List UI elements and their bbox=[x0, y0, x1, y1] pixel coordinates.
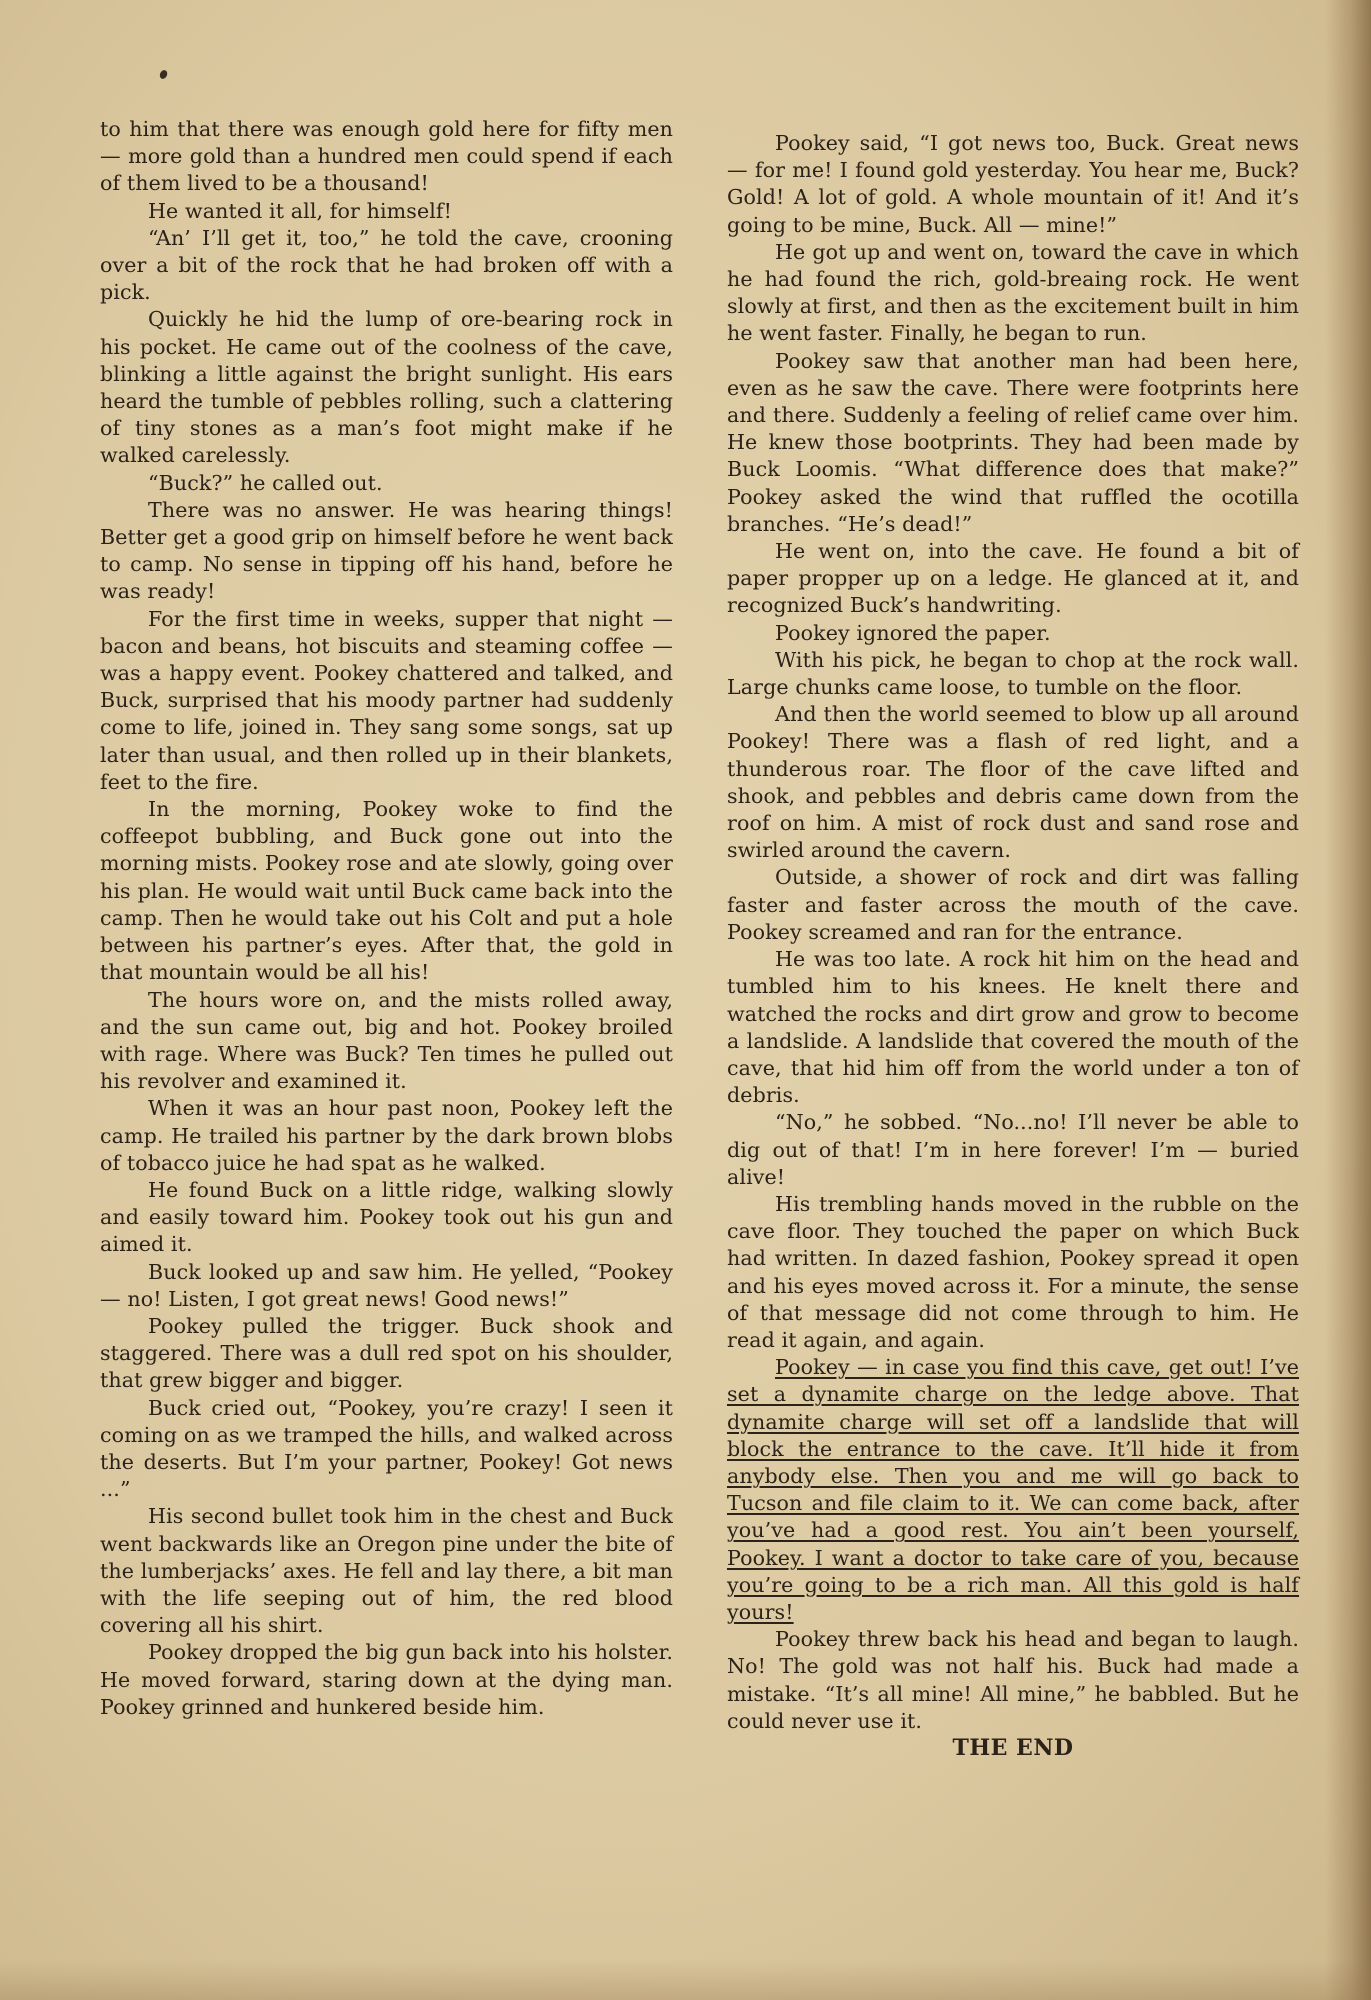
story-paragraph: “Buck?” he called out. bbox=[148, 470, 383, 495]
story-paragraph: And then the world seemed to blow up all around Pookey! There was a flash of red light, and a thunderous roar. The floor of the cave lifted and shook, and pebbles and debris came down from the roof on him. A mist of rock dust and sand rose and swirled around the cavern. bbox=[727, 702, 1299, 863]
page-spine-shadow bbox=[1325, 0, 1371, 2000]
story-paragraph: Buck looked up and saw him. He yelled, “Pookey — no! Listen, I got great news! Good news!” bbox=[100, 1259, 673, 1311]
story-paragraph: Outside, a shower of rock and dirt was falling faster and faster across the mouth of the cave. Pookey screamed and ran for the entrance. bbox=[727, 865, 1299, 944]
story-paragraph: Pookey saw that another man had been here, even as he saw the cave. There were footprints here and there. Suddenly a feeling of relief came over him. He knew those bootprints. They had been made by Buck Loomis. “What difference does that make?” Pookey asked the wind that ruffled the ocotilla branches. “He’s dead!” bbox=[727, 348, 1299, 536]
story-paragraph: In the morning, Pookey woke to find the coffeepot bubbling, and Buck gone out into the morning mists. Pookey rose and ate slowly, going over his plan. He would wait until Buck came back into the camp. Then he would take out his Colt and put a hole between his partner’s eyes. After that, the gold in that mountain would be all his! bbox=[100, 797, 673, 985]
page-bottom-shade bbox=[0, 1960, 1371, 2000]
right-column-paragraphs bbox=[727, 130, 1299, 1354]
story-paragraph: Quickly he hid the lump of ore-bearing rock in his pocket. He came out of the coolness of the cave, blinking a little against the bright sunlight. His ears heard the tumble of pebbles rolling, such a clattering of tiny stones as a man’s foot might make if he walked carelessly. bbox=[100, 307, 673, 468]
story-paragraph: He got up and went on, toward the cave in which he had found the rich, gold-breaing rock. He went slowly at first, and then as the excitement built in him he went faster. Finally, he began to run. bbox=[727, 239, 1299, 346]
story-paragraph: The hours wore on, and the mists rolled away, and the sun came out, big and hot. Pookey broiled with rage. Where was Buck? Ten times he pulled out his revolver and examined it. bbox=[100, 987, 673, 1094]
story-paragraph: He wanted it all, for himself! bbox=[148, 198, 453, 223]
story-paragraph: Buck cried out, “Pookey, you’re crazy! I seen it coming on as we tramped the hills, and walked across the deserts. But I’m your partner, Pookey! Got news ...” bbox=[100, 1395, 673, 1502]
story-paragraph: He went on, into the cave. He found a bit of paper propper up on a ledge. He glanced at it, and recognized Buck’s handwriting. bbox=[727, 539, 1299, 618]
story-paragraph: When it was an hour past noon, Pookey left the camp. He trailed his partner by the dark brown blobs of tobacco juice he had spat as he walked. bbox=[100, 1096, 673, 1175]
buck-letter: Pookey — in case you find this cave, get out! I’ve set a dynamite charge on the ledge above. That dynamite charge will set off a landslide that will block the entrance to the cave. It’ll hide it from anybody else. Then you and me will go back to Tucson and file claim to it. We can come back, after you’ve had a good rest. You ain’t been yourself, Pookey. I want a doctor to take care of you, because you’re going to be a rich man. All this gold is half yours! bbox=[727, 1355, 1299, 1624]
story-paragraph: He found Buck on a little ridge, walking slowly and easily toward him. Pookey took out his gun and aimed it. bbox=[100, 1177, 673, 1257]
story-paragraph: Pookey dropped the big gun back into his holster. He moved forward, staring down at the dying man. Pookey grinned and hunkered beside him. bbox=[100, 1640, 673, 1719]
story-paragraph: He was too late. A rock hit him on the head and tumbled him to his knees. He knelt there and watched the rocks and dirt grow and grow to become a landslide. A landslide that covered the mouth of the cave, that hid him off from the world under a ton of debris. bbox=[727, 947, 1299, 1108]
story-paragraph: There was no answer. He was hearing things! Better get a good grip on himself before he went back to camp. No sense in tipping off his hand, before he was ready! bbox=[100, 497, 673, 604]
story-paragraph: to him that there was enough gold here for fifty men — more gold than a hundred men could spend if each of them lived to be a thousand! bbox=[100, 117, 673, 196]
ink-speck bbox=[158, 69, 168, 80]
closing-paragraph: Pookey threw back his head and began to laugh. No! The gold was not half his. Buck had made a mistake. “It’s all mine! All mine,” he babbled. But he could never use it. bbox=[727, 1627, 1299, 1733]
story-paragraph: His trembling hands moved in the rubble on the cave floor. They touched the paper on which Buck had written. In dazed fashion, Pookey spread it open and his eyes moved across it. For a minute, the sense of that message did not come through to him. He read it again, and again. bbox=[727, 1191, 1299, 1352]
story-paragraph: With his pick, he began to chop at the rock wall. Large chunks came loose, to tumble on the floor. bbox=[727, 647, 1299, 700]
story-paragraph: Pookey ignored the paper. bbox=[775, 620, 1051, 645]
story-paragraph: His second bullet took him in the chest and Buck went backwards like an Oregon pine under the bite of the lumberjacks’ axes. He fell and lay there, a bit man with the life seeping out of him, the red blood covering all his shirt. bbox=[100, 1504, 673, 1638]
left-column bbox=[100, 116, 673, 1721]
right-column bbox=[727, 130, 1299, 1762]
story-paragraph: Pookey said, “I got news too, Buck. Great news — for me! I found gold yesterday. You hear me, Buck? Gold! A lot of gold. A whole mountain of it! And it’s going to be mine, Buck. All — mine!” bbox=[727, 131, 1299, 237]
story-paragraph: “An’ I’ll get it, too,” he told the cave, crooning over a bit of the rock that he had broken off with a pick. bbox=[100, 225, 673, 305]
story-paragraph: Pookey pulled the trigger. Buck shook and staggered. There was a dull red spot on his shoulder, that grew bigger and bigger. bbox=[100, 1313, 673, 1393]
the-end-label: THE END bbox=[952, 1734, 1074, 1761]
story-paragraph: “No,” he sobbed. “No...no! I’ll never be able to dig out of that! I’m in here forever! I’m — buried alive! bbox=[727, 1110, 1299, 1189]
story-paragraph: For the first time in weeks, supper that night — bacon and beans, hot biscuits and steaming coffee — was a happy event. Pookey chattered and talked, and Buck, surprised that his moody partner had suddenly come to life, joined in. They sang some songs, sat up later than usual, and then rolled up in their blankets, feet to the fire. bbox=[100, 606, 673, 794]
